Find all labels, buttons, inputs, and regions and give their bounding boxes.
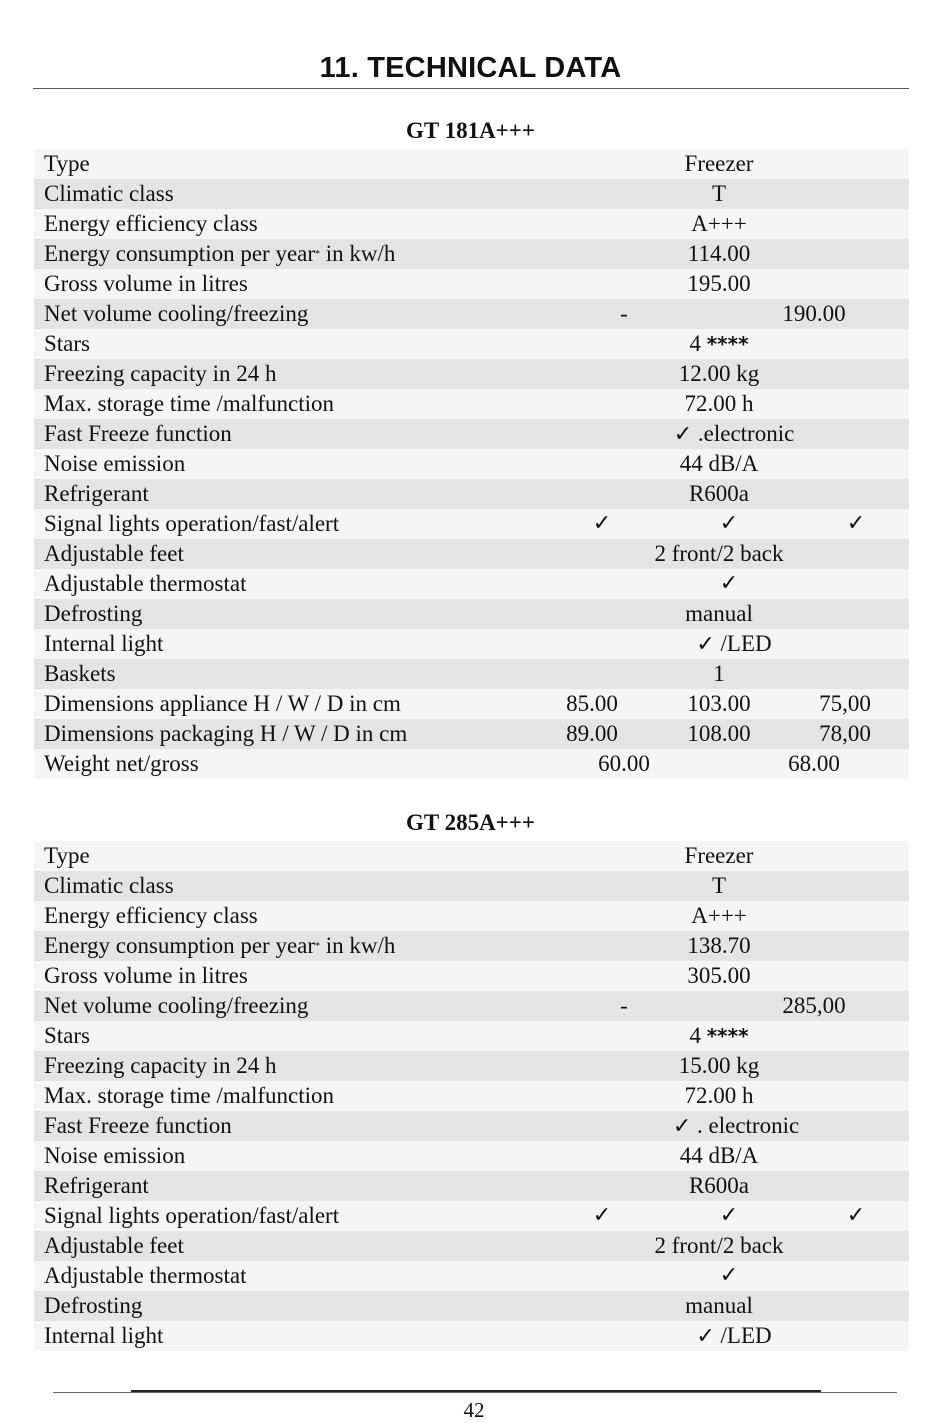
spec-label: Freezing capacity in 24 h — [44, 361, 277, 386]
spec-label-text: Energy consumption per year — [44, 241, 316, 266]
spec-label: Net volume cooling/freezing — [44, 993, 309, 1018]
dimension-width: 103.00 — [687, 691, 751, 716]
dimension-height: 89.00 — [566, 721, 618, 746]
spec-row-efficiency — [34, 901, 909, 931]
footnote-marker: * — [315, 941, 321, 952]
spec-label: Noise emission — [44, 451, 186, 476]
spec-value: 44 dB/A — [679, 1143, 759, 1168]
check-icon: ✓ — [719, 1263, 739, 1288]
model-heading: GT 285A+++ — [406, 810, 535, 835]
fast-freeze-value — [674, 419, 795, 450]
spec-label: Type — [44, 843, 90, 868]
spec-row-fast-freeze — [34, 419, 909, 449]
spec-row-baskets — [34, 659, 909, 689]
star-icons: **** — [706, 1024, 749, 1048]
spec-row-thermostat — [34, 1261, 909, 1291]
footer-divider — [53, 1392, 897, 1393]
check-icon: ✓ — [673, 422, 693, 447]
spec-label: Defrosting — [44, 601, 143, 626]
spec-row-fast-freeze — [34, 1111, 909, 1141]
footer-divider-accent — [131, 1390, 821, 1392]
spec-label: Energy efficiency class — [44, 903, 258, 928]
spec-value: A+++ — [691, 903, 747, 928]
spec-table — [34, 841, 909, 1351]
dimension-width: 108.00 — [687, 721, 751, 746]
footnote-marker: * — [315, 249, 321, 260]
spec-label: Signal lights operation/fast/alert — [44, 1203, 340, 1228]
spec-label: Gross volume in litres — [44, 271, 248, 296]
net-volume-cooling: - — [620, 301, 628, 326]
spec-value: . electronic — [697, 1113, 800, 1138]
spec-label: Adjustable thermostat — [44, 1263, 247, 1288]
spec-value: 305.00 — [687, 963, 751, 988]
spec-value: /LED — [720, 1323, 772, 1348]
spec-row-refrigerant — [34, 479, 909, 509]
spec-row-net-volume — [34, 299, 909, 329]
spec-value: Freezer — [684, 151, 754, 176]
spec-label-unit: in kw/h — [320, 933, 396, 958]
spec-value: manual — [685, 601, 753, 626]
spec-row-storage-time — [34, 389, 909, 419]
spec-label: Adjustable feet — [44, 541, 184, 566]
spec-label: Climatic class — [44, 873, 174, 898]
spec-value: /LED — [720, 631, 772, 656]
spec-row-type — [34, 841, 909, 871]
check-icon: ✓ — [592, 1203, 612, 1228]
net-volume-cooling: - — [620, 993, 628, 1018]
weight-gross: 68.00 — [788, 751, 840, 776]
dimension-depth: 78,00 — [819, 721, 871, 746]
spec-label: Freezing capacity in 24 h — [44, 1053, 277, 1078]
spec-row-signal-lights — [34, 509, 909, 539]
spec-row-weight — [34, 749, 909, 779]
stars-value — [689, 329, 748, 359]
spec-value: 72.00 h — [684, 391, 754, 416]
spec-row-signal-lights — [34, 1201, 909, 1231]
check-icon: ✓ — [696, 632, 715, 657]
spec-value: 195.00 — [687, 271, 751, 296]
net-volume-freezing: 285,00 — [782, 993, 846, 1018]
spec-label: Refrigerant — [44, 1173, 149, 1198]
spec-row-dimensions-packaging — [34, 719, 909, 749]
title-divider — [33, 88, 909, 89]
spec-label-text: Energy consumption per year — [44, 933, 316, 958]
spec-label: Internal light — [44, 631, 164, 656]
spec-row-climatic-class — [34, 871, 909, 901]
spec-label: Type — [44, 151, 90, 176]
check-icon: ✓ — [719, 1203, 739, 1228]
spec-row-climatic-class — [34, 179, 909, 209]
spec-value: 114.00 — [687, 241, 751, 266]
check-icon: ✓ — [672, 1114, 692, 1139]
stars-value — [689, 1021, 748, 1051]
spec-row-consumption — [34, 239, 909, 269]
spec-row-stars — [34, 1021, 909, 1051]
spec-row-refrigerant — [34, 1171, 909, 1201]
spec-value: .electronic — [697, 421, 795, 446]
spec-row-gross-volume — [34, 961, 909, 991]
net-volume-freezing: 190.00 — [782, 301, 846, 326]
check-icon: ✓ — [846, 1203, 866, 1228]
check-icon: ✓ — [696, 1324, 715, 1349]
spec-row-internal-light — [34, 629, 909, 659]
spec-row-gross-volume — [34, 269, 909, 299]
spec-row-type — [34, 149, 909, 179]
spec-label: Dimensions appliance H / W / D in cm — [44, 691, 401, 716]
check-icon: ✓ — [592, 511, 612, 536]
spec-label: Stars — [44, 1023, 90, 1048]
spec-label: Defrosting — [44, 1293, 143, 1318]
spec-value: manual — [685, 1293, 753, 1318]
star-icons: **** — [706, 332, 749, 356]
spec-label: Internal light — [44, 1323, 164, 1348]
spec-label: Fast Freeze function — [44, 421, 232, 446]
spec-label: Adjustable feet — [44, 1233, 184, 1258]
spec-label: Dimensions packaging H / W / D in cm — [44, 721, 408, 746]
spec-value: R600a — [688, 481, 750, 506]
spec-row-net-volume — [34, 991, 909, 1021]
check-icon: ✓ — [846, 511, 866, 536]
spec-label: Refrigerant — [44, 481, 149, 506]
stars-number: 4 — [689, 1023, 701, 1048]
spec-row-stars — [34, 329, 909, 359]
spec-label-unit: in kw/h — [320, 241, 396, 266]
weight-net: 60.00 — [598, 751, 650, 776]
spec-label: Net volume cooling/freezing — [44, 301, 309, 326]
internal-light-value — [696, 629, 771, 660]
spec-row-storage-time — [34, 1081, 909, 1111]
spec-value: 1 — [713, 661, 725, 686]
spec-row-thermostat — [34, 569, 909, 599]
spec-row-freezing-capacity — [34, 359, 909, 389]
fast-freeze-value — [673, 1111, 799, 1142]
model-heading: GT 181A+++ — [406, 118, 535, 143]
spec-row-adjustable-feet — [34, 539, 909, 569]
spec-value: 12.00 kg — [678, 361, 760, 386]
spec-label: Fast Freeze function — [44, 1113, 232, 1138]
spec-row-noise — [34, 449, 909, 479]
spec-row-adjustable-feet — [34, 1231, 909, 1261]
spec-row-dimensions-appliance — [34, 689, 909, 719]
spec-label: Signal lights operation/fast/alert — [44, 511, 340, 536]
spec-value: 2 front/2 back — [654, 1233, 784, 1258]
spec-table — [34, 149, 909, 779]
spec-label: Max. storage time /malfunction — [44, 1083, 334, 1108]
spec-row-freezing-capacity — [34, 1051, 909, 1081]
spec-value: R600a — [688, 1173, 750, 1198]
spec-row-consumption — [34, 931, 909, 961]
internal-light-value — [696, 1321, 771, 1352]
stars-number: 4 — [689, 331, 701, 356]
spec-row-noise — [34, 1141, 909, 1171]
dimension-depth: 75,00 — [819, 691, 871, 716]
spec-value: 138.70 — [687, 933, 751, 958]
spec-row-efficiency — [34, 209, 909, 239]
spec-value: T — [711, 181, 727, 206]
spec-value: 44 dB/A — [679, 451, 759, 476]
page-title: 11. TECHNICAL DATA — [319, 52, 622, 84]
spec-value: 72.00 h — [684, 1083, 754, 1108]
spec-value: T — [711, 873, 727, 898]
spec-value: A+++ — [691, 211, 747, 236]
spec-row-defrosting — [34, 599, 909, 629]
check-icon: ✓ — [719, 571, 739, 596]
spec-label: Noise emission — [44, 1143, 186, 1168]
spec-label: Stars — [44, 331, 90, 356]
spec-value: 2 front/2 back — [654, 541, 784, 566]
spec-label: Weight net/gross — [44, 751, 199, 776]
spec-label: Baskets — [44, 661, 116, 686]
dimension-height: 85.00 — [566, 691, 618, 716]
spec-label: Max. storage time /malfunction — [44, 391, 334, 416]
spec-row-internal-light — [34, 1321, 909, 1351]
spec-label: Energy efficiency class — [44, 211, 258, 236]
spec-label: Climatic class — [44, 181, 174, 206]
page-number: 42 — [463, 1398, 485, 1422]
spec-label: Gross volume in litres — [44, 963, 248, 988]
spec-value: Freezer — [684, 843, 754, 868]
spec-row-defrosting — [34, 1291, 909, 1321]
spec-value: 15.00 kg — [678, 1053, 760, 1078]
spec-label: Adjustable thermostat — [44, 571, 247, 596]
check-icon: ✓ — [719, 511, 739, 536]
